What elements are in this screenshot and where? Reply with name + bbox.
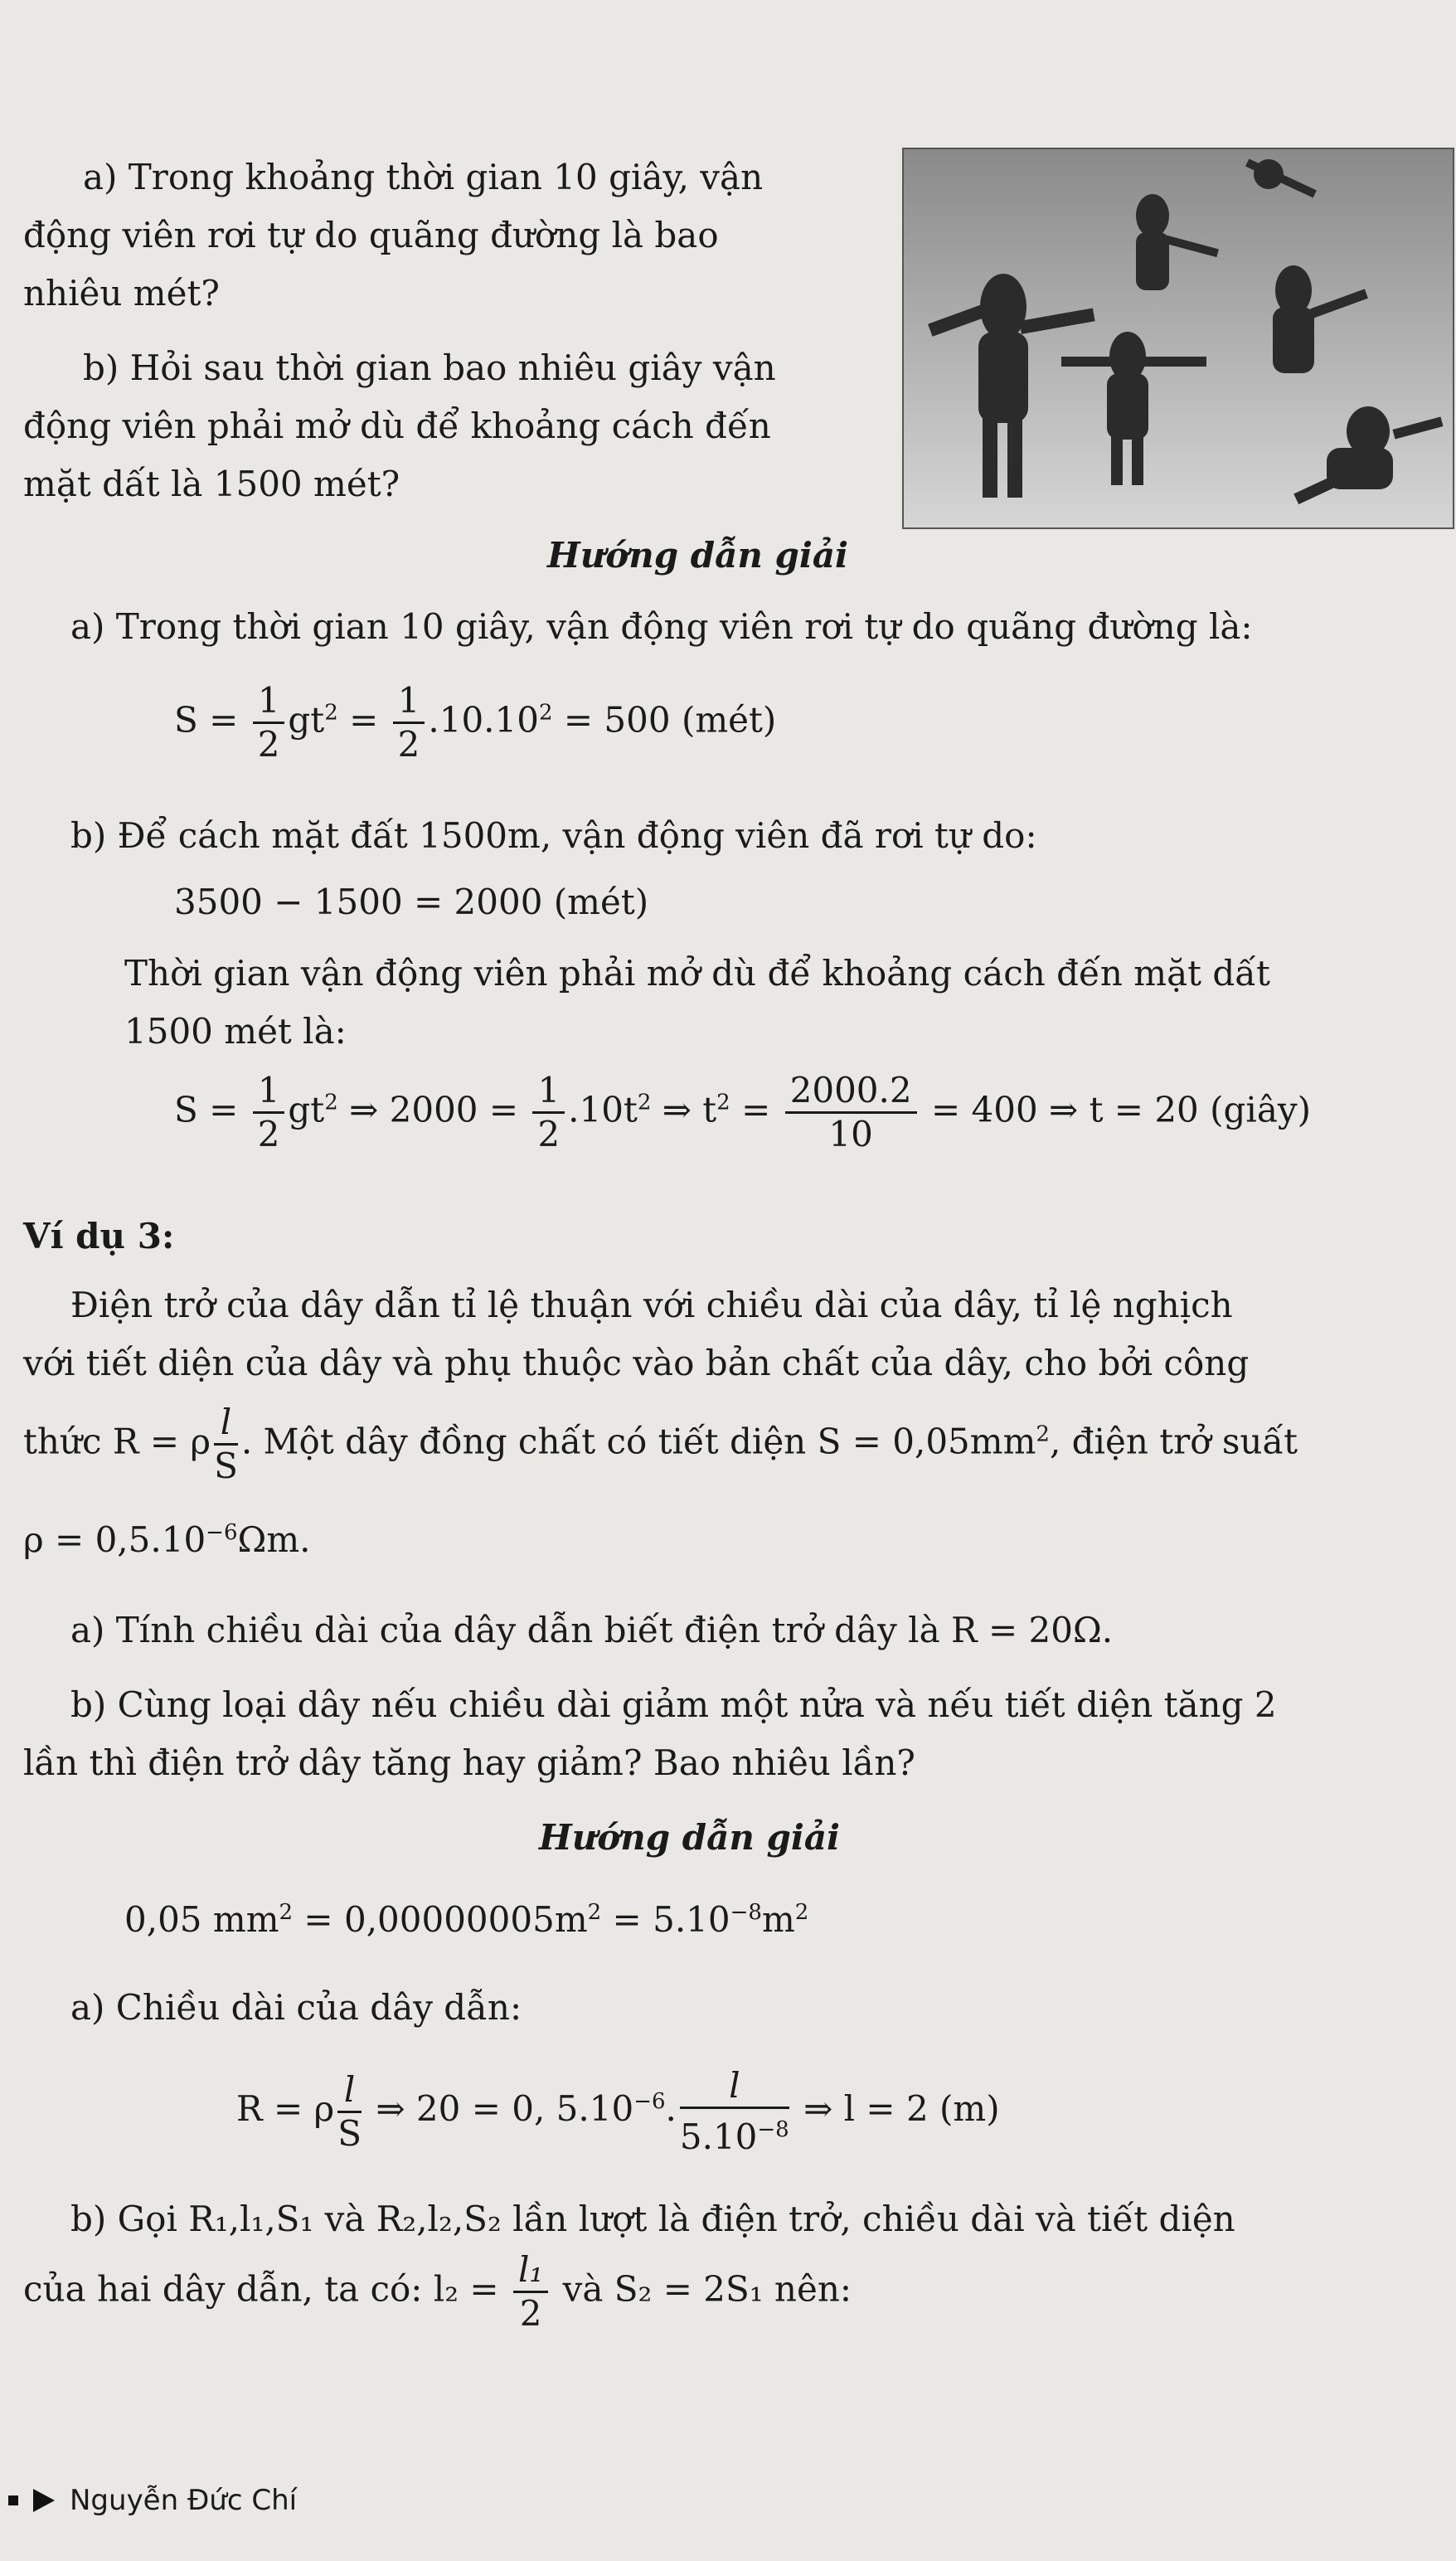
equation-4: 0,05 $mm^2 = 0,00000005m^2 = 5.10^{-8}m^2$ [124,1899,809,1940]
equation-2: 3500 − 1500 = 2000 (mét) [174,882,649,922]
intro-b-line-2: động viên phải mở dù để khoảng cách đến [23,406,771,446]
square-bullet-icon [8,2495,18,2505]
intro-a-line-3: nhiêu mét? [23,273,220,313]
solution1-line-c2: 1500 mét là: [124,1011,347,1052]
solution2-part-a: a) Chiều dài của dây dẫn: [70,1987,522,2028]
equation-5: R = ρ $\frac{l}{S}$ ⇒ 20 = 0, $5.10^{-6}$. $\frac{l}{5.10^{-8}}$ ⇒ l = 2 (m) [236,2065,1000,2157]
question-a: a) Tính chiều dài của dây dẫn biết điện trở dây là R = 20Ω. [70,1610,1114,1650]
intro-a-line-2: động viên rơi tự do quãng đường là bao [23,215,719,255]
author-name: Nguyễn Đức Chí [70,2484,298,2517]
solution2-part-b-line-1: b) Gọi R₁,l₁,S₁ và R₂,l₂,S₂ lần lượt là điện trở, chiều dài và tiết diện [70,2199,1235,2239]
example-3-heading: Ví dụ 3: [23,1216,175,1256]
heading-huong-dan-giai-2: Hướng dẫn giải [539,1817,840,1858]
problem-line-4: $\rho = 0,5.10^{-6}\Omega m$. [23,1519,311,1560]
question-b-line-1: b) Cùng loại dây nếu chiều dài giảm một nửa và nếu tiết diện tăng 2 [70,1684,1277,1725]
heading-huong-dan-giai-1: Hướng dẫn giải [547,535,848,576]
problem-line-2: với tiết diện của dây và phụ thuộc vào bản chất của dây, cho bởi công [23,1343,1250,1383]
intro-a-line-1: a) Trong khoảng thời gian 10 giây, vận [83,157,764,197]
intro-b-line-1: b) Hỏi sau thời gian bao nhiêu giây vận [83,347,776,388]
intro-b-line-3: mặt dất là 1500 mét? [23,464,400,504]
question-b-line-2: lần thì điện trở dây tăng hay giảm? Bao nhiêu lần? [23,1742,915,1783]
footer [8,2484,297,2517]
arrow-bullet-icon [33,2489,55,2512]
solution1-part-a: a) Trong thời gian 10 giây, vận động viên rơi tự do quãng đường là: [70,606,1253,647]
solution1-part-b: b) Để cách mặt đất 1500m, vận động viên đã rơi tự do: [70,815,1037,856]
equation-1: S = $\frac{1}{2}$ $gt^2$ = $\frac{1}{2}$ .10.10$^2$ = 500 (mét) [174,680,777,765]
problem-line-1: Điện trở của dây dẫn tỉ lệ thuận với chiều dài của dây, tỉ lệ nghịch [70,1285,1233,1325]
problem-line-3: thức R = ρ $\frac{l}{S}$ . Một dây đồng chất có tiết diện $S = 0,05mm^2$, điện trở suất [23,1402,1298,1486]
skydivers-photo [902,148,1454,529]
equation-3: S = $\frac{1}{2}$ $gt^2$ ⇒ 2000 = $\frac{1}{2}$ $.10t^2$ ⇒ $t^2$ = $\frac{2000.2}{10}$ = 400 ⇒ t = 20 (giây) [174,1070,1311,1154]
solution1-line-c1: Thời gian vận động viên phải mở dù để khoảng cách đến mặt dất [124,953,1270,994]
solution2-part-b-line-2: của hai dây dẫn, ta có: l₂ = $\frac{\text{l₁}}{2}$ và S₂ = 2S₁ nên: [23,2249,852,2334]
